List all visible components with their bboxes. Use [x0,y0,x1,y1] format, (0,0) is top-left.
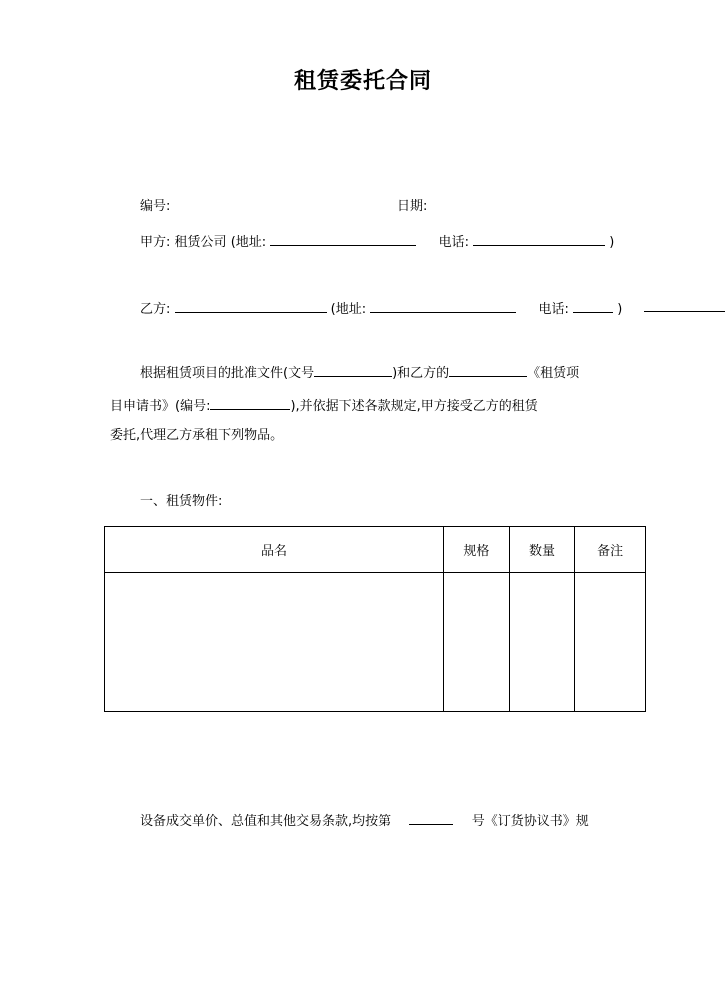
party-a-address-field[interactable] [270,231,416,246]
party-a-label: 甲方: [140,235,171,250]
paragraph-text-1a: 根据租赁项目的批准文件(文号 [140,366,315,381]
clause-line [140,810,589,830]
col-header-name: 品名 [105,527,444,573]
paragraph-text-2b: ),并依据下述各款规定,甲方接受乙方的租赁 [290,399,538,414]
party-b-label: 乙方: [140,302,171,317]
party-b-ref-field[interactable] [449,362,527,377]
party-b-trailing-underline [644,311,725,312]
date-label: 日期: [397,199,428,214]
col-header-quantity: 数量 [509,527,575,573]
party-b-address-field[interactable] [370,298,516,313]
party-a-phone-field[interactable] [473,231,605,246]
paragraph-text-1c: 《租赁项 [527,366,580,381]
paragraph-line-2 [110,395,538,415]
order-agreement-number-field[interactable] [409,810,453,825]
col-header-remark: 备注 [575,527,646,573]
items-table [104,526,646,712]
party-b-name-field[interactable] [175,298,327,313]
cell-remark[interactable] [575,573,646,712]
paragraph-text-2a: 目申请书》(编号: [110,399,211,414]
application-number-field[interactable] [210,395,290,410]
document-number-field[interactable] [314,362,392,377]
party-a-company: 租赁公司 [174,235,227,250]
cell-name[interactable] [105,573,444,712]
table-row [105,573,646,712]
cell-spec[interactable] [443,573,509,712]
paragraph-line-1 [140,362,579,382]
party-b-phone-label: 电话: [538,302,569,317]
cell-quantity[interactable] [509,573,575,712]
party-a-row [140,231,614,251]
party-a-phone-label: 电话: [438,235,469,250]
paragraph-line-3: 委托,代理乙方承租下列物品。 [110,428,284,443]
number-label: 编号: [140,199,171,214]
col-header-spec: 规格 [443,527,509,573]
party-b-phone-field[interactable] [573,298,613,313]
clause-text-a: 设备成交单价、总值和其他交易条款,均按第 [140,814,392,829]
party-b-row [140,298,622,318]
clause-text-b: 号《订货协议书》规 [471,814,589,829]
party-b-address-label: (地址: [330,302,367,317]
section-1-heading: 一、租赁物件: [140,494,223,509]
paragraph-text-1b: )和乙方的 [392,366,450,381]
document-title: 租赁委托合同 [294,69,433,94]
party-b-close: ) [617,302,623,317]
party-a-close: ) [609,235,615,250]
table-header-row [105,527,646,573]
party-a-address-label: (地址: [230,235,267,250]
